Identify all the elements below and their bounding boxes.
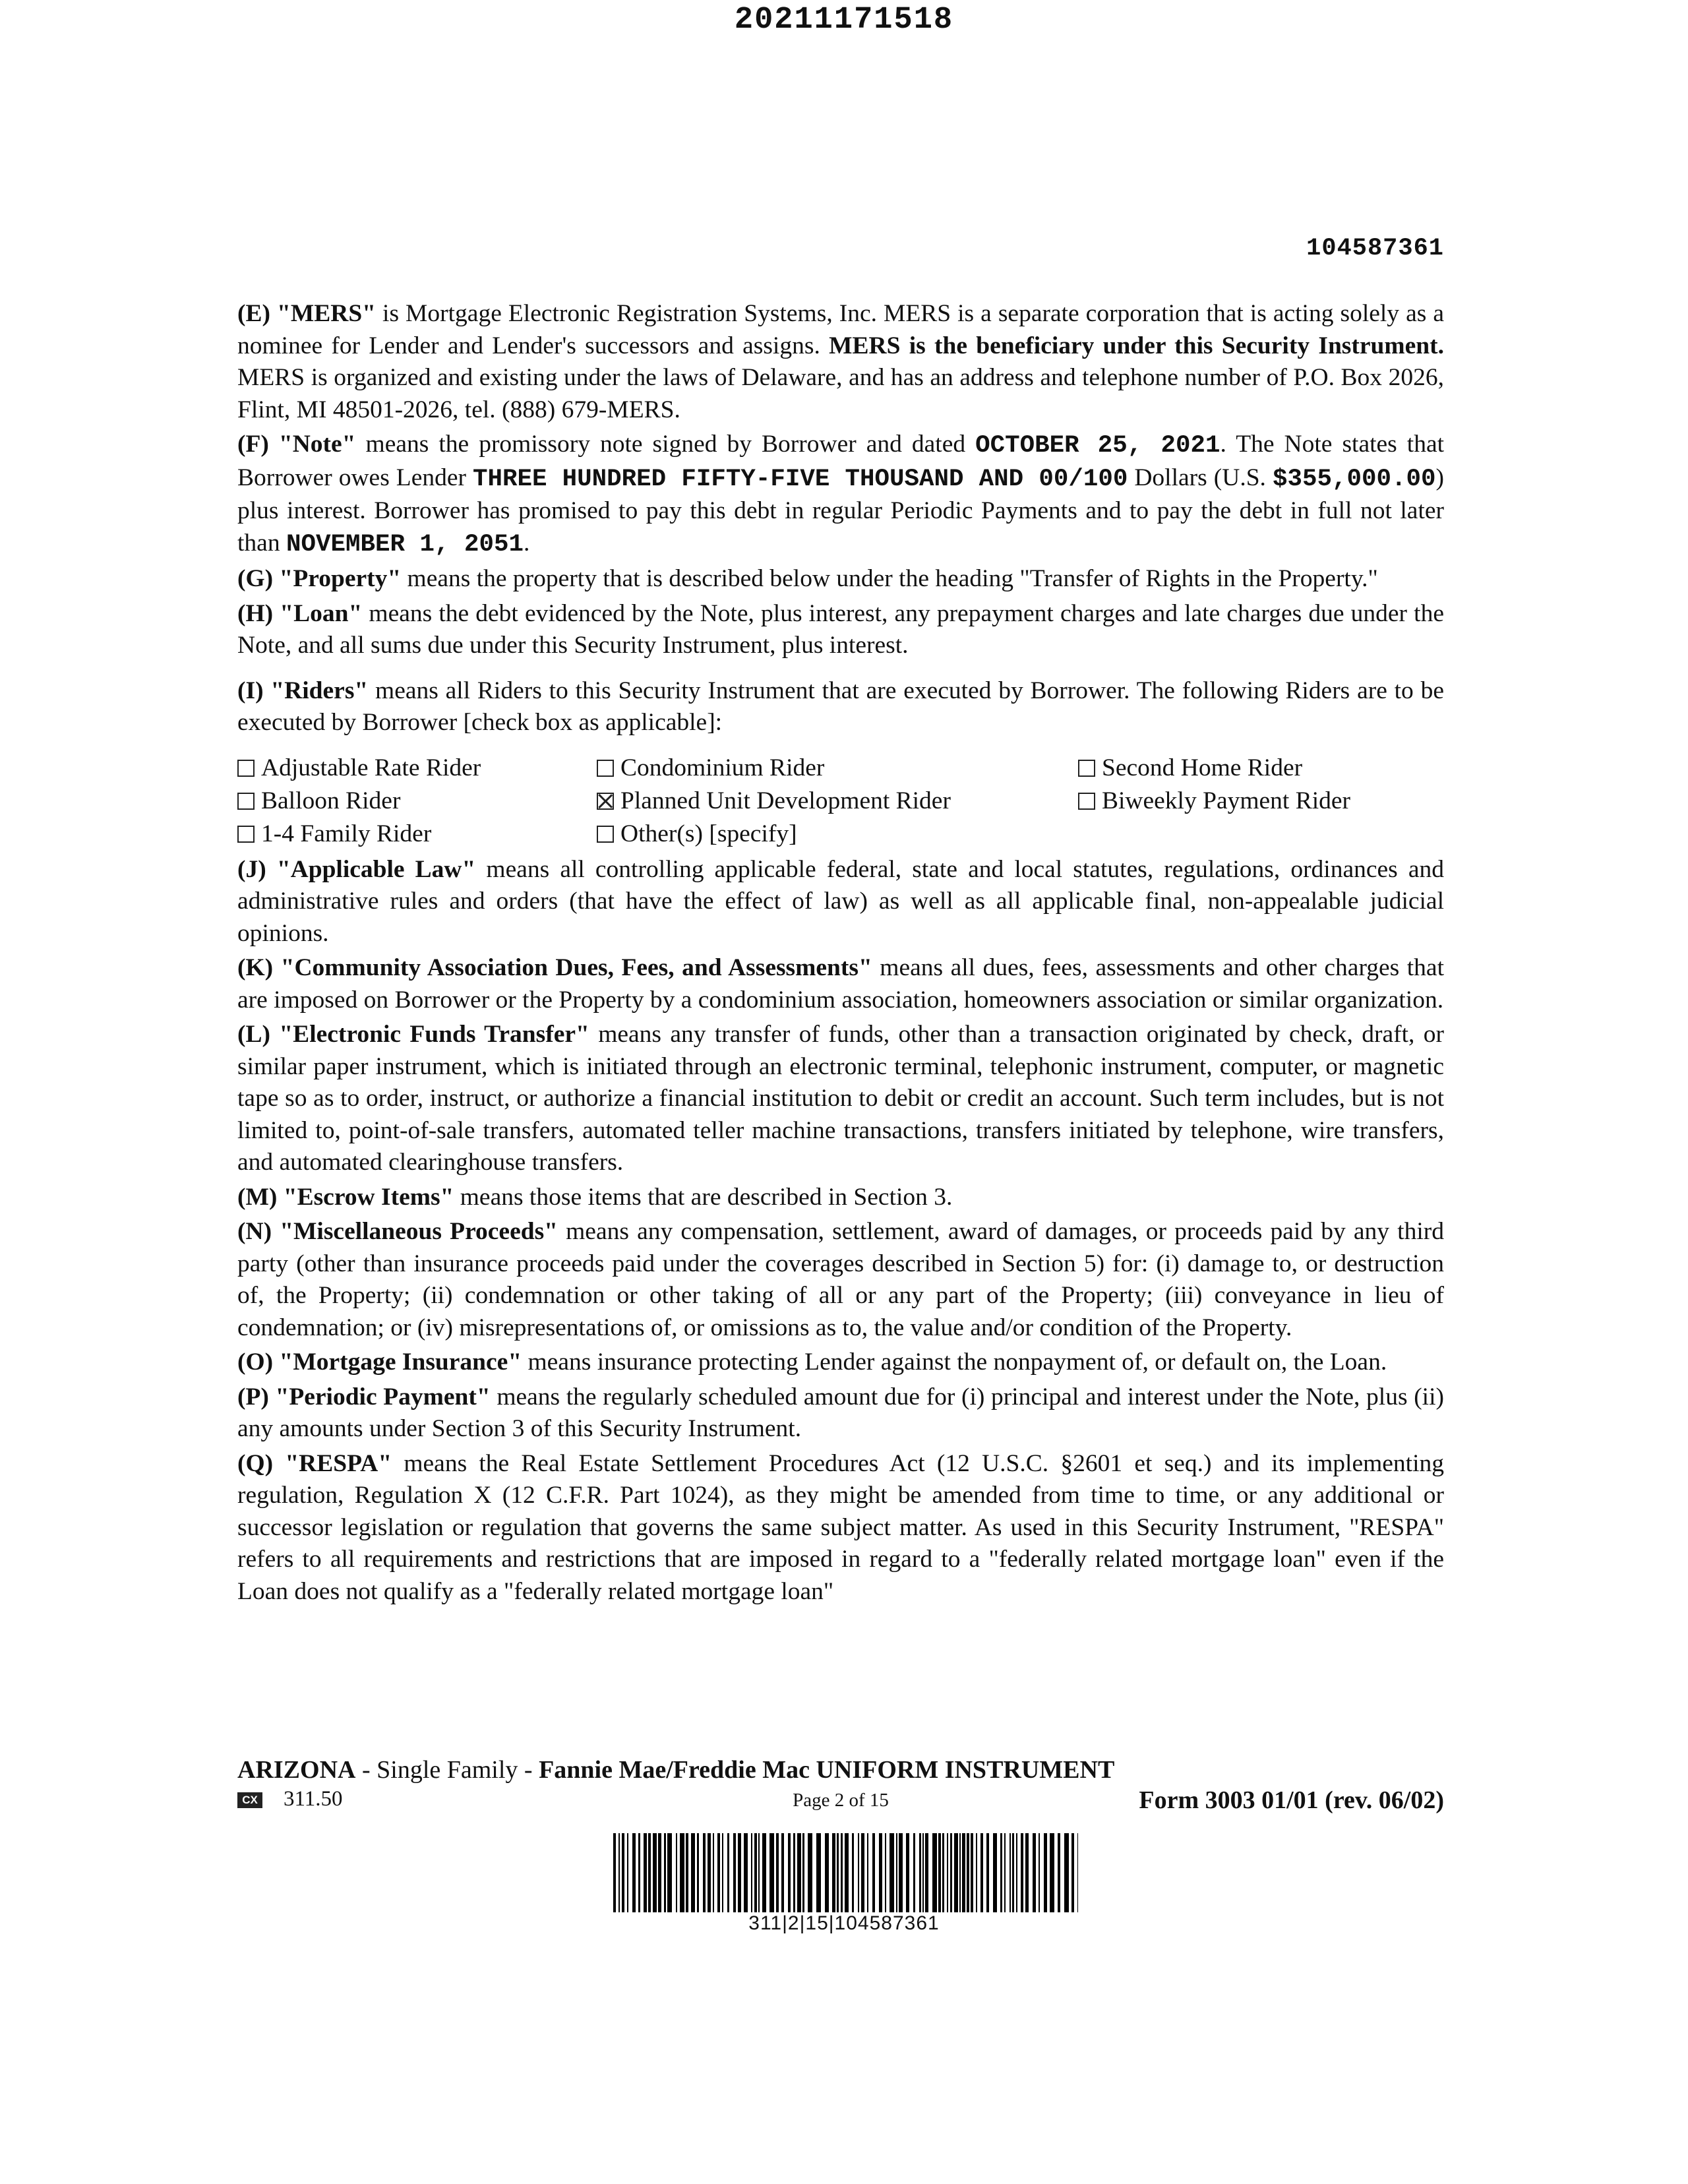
rider-option[interactable]: Other(s) [specify] <box>597 818 1078 851</box>
definition-j: (J) "Applicable Law" means all controlling applicable federal, state and local statutes, regulations, ordinances and administrative rules and orders (that have the effect of law) as well as all applicable final, non-appealable judicial opinions. <box>237 855 1444 947</box>
recording-number: 20211171518 <box>734 3 954 38</box>
term-label: (K) "Community Association Dues, Fees, and Assessments" <box>237 954 872 981</box>
term-label: (I) "Riders" <box>237 677 369 704</box>
definition-m: (M) "Escrow Items" means those items that are described in Section 3. <box>237 1183 953 1211</box>
term-label: (N) "Miscellaneous Proceeds" <box>237 1218 558 1245</box>
maturity-date: NOVEMBER 1, 2051 <box>286 530 524 559</box>
checkbox[interactable] <box>237 793 255 810</box>
page-number: Page 2 of 15 <box>793 1790 889 1811</box>
checkbox[interactable] <box>237 760 255 777</box>
checkbox[interactable] <box>597 760 614 777</box>
term-label: (J) "Applicable Law" <box>237 855 476 883</box>
definition-f: (F) "Note" means the promissory note signed by Borrower and dated OCTOBER 25, 2021. The Note states that Borrower owes Lender THREE HUNDRED FIFTY-FIVE THOUSAND AND 00/100 Dollars (U.S. $355,000.00) plus interest. Borrower has promised to pay this debt in regular Periodic Payments and to pay the debt in full not later than NOVEMBER 1, 2051. <box>237 431 1445 559</box>
checkbox[interactable] <box>1078 760 1095 777</box>
barcode-icon <box>613 1833 1081 1912</box>
term-label: (G) "Property" <box>237 565 402 592</box>
barcode-text: 311|2|15|104587361 <box>748 1912 940 1934</box>
page-footer <box>237 1754 1444 1820</box>
loan-number: 104587361 <box>1306 235 1444 262</box>
loan-amount: $355,000.00 <box>1272 465 1436 493</box>
checkbox[interactable] <box>597 826 614 843</box>
definition-n: (N) "Miscellaneous Proceeds" means any compensation, settlement, award of damages, or proceeds paid by any third party (other than insurance proceeds paid under the coverages described in Section 5) for: (i) damage to, or destruction of, the Property; (ii) condemnation or other taking of all or any part of the Property; (iii) conveyance in lieu of condemnation; or (iv) misrepresentations of, or omissions as to, the value and/or condition of the Property. <box>237 1218 1444 1341</box>
definition-e: (E) "MERS" is Mortgage Electronic Registration Systems, Inc. MERS is a separate corporation that is acting solely as a nominee for Lender and Lender's successors and assigns. MERS is the beneficiary under this Security Instrument. MERS is organized and existing under the laws of Delaware, and has an address and telephone number of P.O. Box 2026, Flint, MI 48501-2026, tel. (888) 679-MERS. <box>237 300 1444 423</box>
cx-logo-icon: CX <box>237 1792 262 1808</box>
rider-option[interactable]: Biweekly Payment Rider <box>1078 785 1444 818</box>
document-body <box>237 298 1444 1610</box>
term-label: (L) "Electronic Funds Transfer" <box>237 1021 589 1048</box>
form-id: Form 3003 01/01 (rev. 06/02) <box>1139 1786 1444 1814</box>
term-label: (M) "Escrow Items" <box>237 1183 454 1211</box>
term-label: (E) "MERS" <box>237 300 376 327</box>
term-label: (H) "Loan" <box>237 599 363 627</box>
term-label: (F) "Note" <box>237 431 356 458</box>
rider-option[interactable]: Adjustable Rate Rider <box>237 752 597 785</box>
rider-option[interactable]: 1-4 Family Rider <box>237 818 597 851</box>
term-label: (P) "Periodic Payment" <box>237 1383 491 1410</box>
checkbox[interactable] <box>237 826 255 843</box>
rider-option[interactable]: Condominium Rider <box>597 752 1078 785</box>
definition-k: (K) "Community Association Dues, Fees, and Assessments" means all dues, fees, assessments and other charges that are imposed on Borrower or the Property by a condominium association, homeowners association or similar organization. <box>237 954 1444 1014</box>
definition-h: (H) "Loan" means the debt evidenced by the Note, plus interest, any prepayment charges and late charges due under the Note, and all sums due under this Security Instrument, plus interest. <box>237 599 1444 659</box>
loan-amount-words: THREE HUNDRED FIFTY-FIVE THOUSAND AND 00/100 <box>473 465 1128 493</box>
definition-l: (L) "Electronic Funds Transfer" means any transfer of funds, other than a transaction originated by check, draft, or similar paper instrument, which is initiated through an electronic terminal, telephonic instrument, computer, or magnetic tape so as to order, instruct, or authorize a financial institution to debit or credit an account. Such term includes, but is not limited to, point-of-sale transfers, automated teller machine transactions, transfers initiated by telephone, wire transfers, and automated clearinghouse transfers. <box>237 1021 1444 1176</box>
term-label: (Q) "RESPA" <box>237 1449 392 1477</box>
footer-row <box>237 1786 1444 1820</box>
form-code: 311.50 <box>284 1787 343 1811</box>
term-label: (O) "Mortgage Insurance" <box>237 1349 522 1376</box>
checkbox[interactable] <box>1078 793 1095 810</box>
checkbox[interactable] <box>597 793 614 810</box>
definition-p: (P) "Periodic Payment" means the regularly scheduled amount due for (i) principal and interest under the Note, plus (ii) any amounts under Section 3 of this Security Instrument. <box>237 1383 1445 1442</box>
definition-i: (I) "Riders" means all Riders to this Security Instrument that are executed by Borrower. The following Riders are to be executed by Borrower [check box as applicable]: <box>237 677 1444 736</box>
definition-q: (Q) "RESPA" means the Real Estate Settlement Procedures Act (12 U.S.C. §2601 et seq.) and its implementing regulation, Regulation X (12 C.F.R. Part 1024), as they might be amended from time to time, or any additional or successor legislation or regulation that governs the same subject matter. As used in this Security Instrument, "RESPA" refers to all requirements and restrictions that are imposed in regard to a "federally related mortgage loan" even if the Loan does not qualify as a "federally related mortgage loan" <box>237 1449 1444 1605</box>
note-date: OCTOBER 25, 2021 <box>975 432 1221 460</box>
riders-checklist <box>237 752 1444 851</box>
definition-o: (O) "Mortgage Insurance" means insurance protecting Lender against the nonpayment of, or default on, the Loan. <box>237 1349 1387 1376</box>
rider-option[interactable]: Planned Unit Development Rider <box>597 785 1078 818</box>
footer-title: ARIZONA - Single Family - Fannie Mae/Freddie Mac UNIFORM INSTRUMENT <box>237 1756 1115 1784</box>
rider-option[interactable]: Balloon Rider <box>237 785 597 818</box>
rider-option[interactable]: Second Home Rider <box>1078 752 1444 785</box>
definition-g: (G) "Property" means the property that is described below under the heading "Transfer of Rights in the Property." <box>237 565 1378 592</box>
